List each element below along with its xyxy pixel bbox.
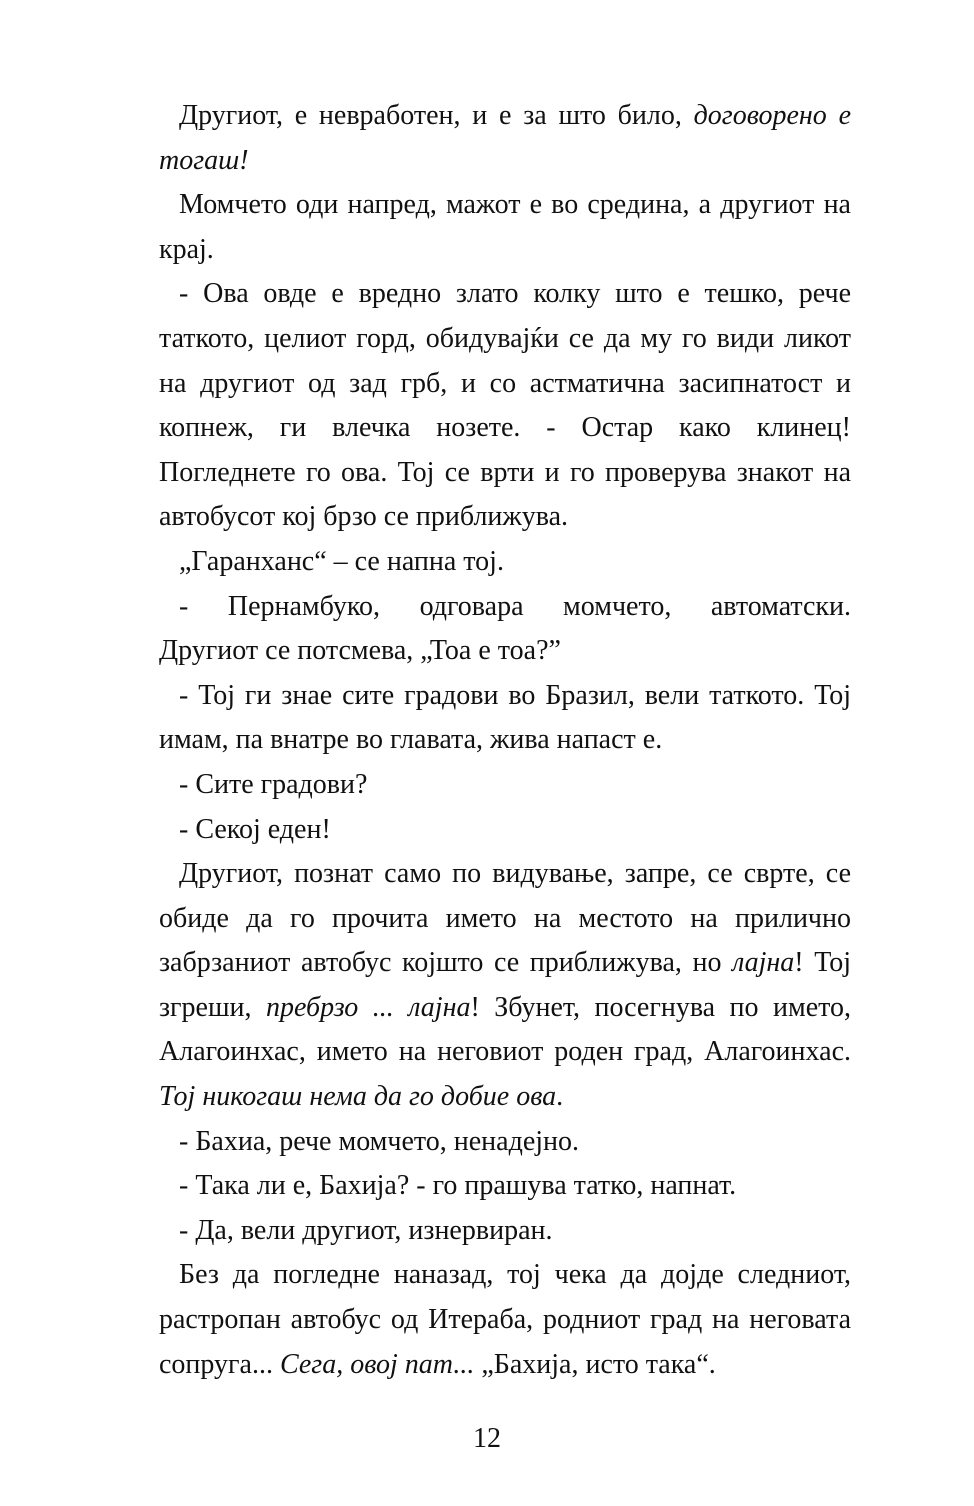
- paragraph: - Ова овде е вредно злато колку што е тешко, рече таткото, целиот горд, обидувајќи се да му го види ликот на другиот од зад грб, и со астматична засипнатост и копнеж, ги влечка нозете. - Остар како клинец! Погледнете го ова. Тој се врти и го проверува знакот на автобусот кој брзо се приближува.: [159, 278, 851, 533]
- paragraph: Момчето оди напред, мажот е во средина, а другиот на крај.: [159, 189, 851, 265]
- paragraph: - Бахиа, рече момчето, ненадејно.: [179, 1125, 580, 1157]
- paragraph: Без да погледне наназад, тој чека да дојде следниот, растропан автобус од Итераба, родниот град на неговата сопруга... Сега, овој пат... „Бахија, исто така“.: [159, 1259, 851, 1380]
- page-number: 12: [473, 1423, 501, 1454]
- body-text: [159, 94, 851, 1387]
- paragraph: Другиот, познат само по видување, запре, се сврте, се обиде да го прочита името на местото на прилично забрзаниот автобус којшто се приближува, но лајна! Тој згреши, пребрзо ... лајна! Збунет, посегнува по името, Алагоинхас, името на неговиот роден град, Алагоинхас. Тој никогаш нема да го добие ова.: [159, 858, 852, 1113]
- paragraph: Другиот се потсмева, „Тоа е тоа?”: [159, 635, 561, 667]
- paragraph: - Секој еден!: [179, 813, 331, 845]
- paragraph: - Така ли е, Бахија? - го прашува татко, напнат.: [179, 1170, 737, 1202]
- paragraph: - Пернамбуко, одговара момчето, автоматски.: [179, 590, 851, 622]
- paragraph: - Тој ги знае сите градови во Бразил, вели таткото. Тој имам, па внатре во главата, жива напаст е.: [159, 679, 851, 756]
- paragraph: - Да, вели другиот, изнервиран.: [179, 1214, 553, 1246]
- paragraph: „Гаранханс“ – се напна тој.: [179, 545, 504, 577]
- paragraph: Другиот, е невработен, и е за што било, договорено е тогаш!: [159, 100, 851, 176]
- paragraph: - Сите градови?: [179, 768, 368, 800]
